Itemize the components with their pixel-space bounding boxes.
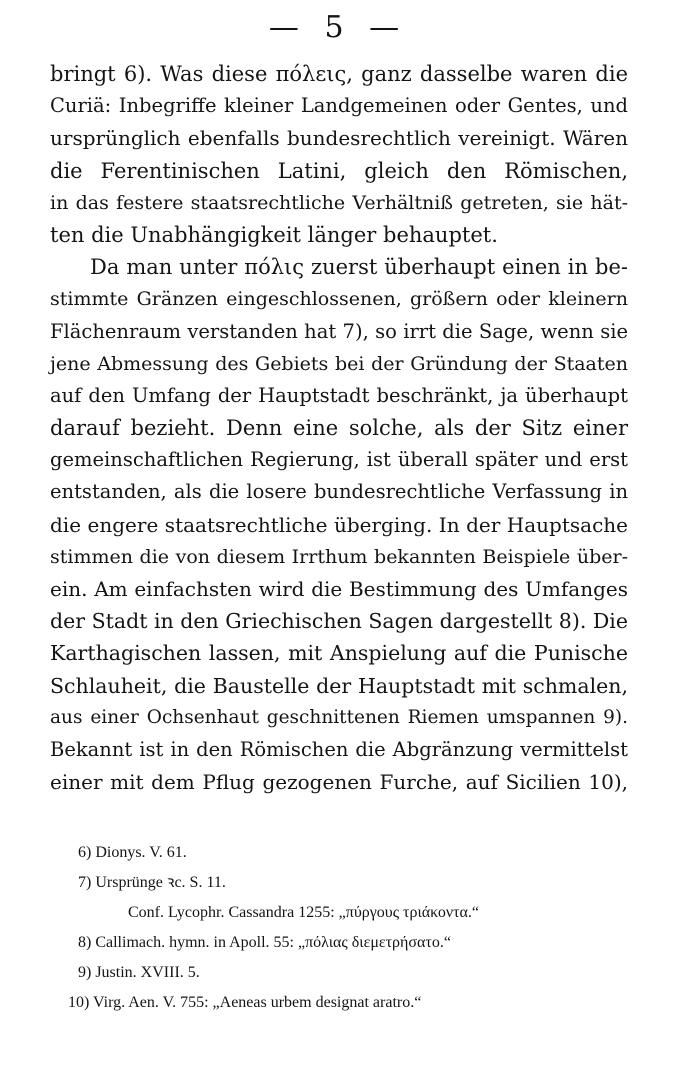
text-line: aus einer Ochsenhaut geschnittenen Riemen umspannen 9). (50, 706, 628, 728)
text-line: in das festere staatsrechtliche Verhältniß getreten, sie hät- (50, 191, 628, 214)
footnotes (50, 838, 628, 1018)
text-line: Bekannt ist in den Römischen die Abgränzung vermittelst (50, 737, 628, 761)
text-line: entstanden, als die losere bundesrechtliche Verfassung in (50, 480, 628, 504)
page-number: — 5 — (268, 10, 408, 45)
text-line: Curiä: Inbegriffe kleiner Landgemeinen oder Gentes, und (50, 94, 628, 118)
footnote-9: 9) Justin. XVIII. 5. (78, 964, 200, 981)
text-line: die engere staatsrechtliche überging. In der Hauptsache (50, 512, 628, 537)
text-line: einer mit dem Pflug gezogenen Furche, auf Sicilien 10), (50, 770, 628, 795)
text-line: ten die Unabhängigkeit länger behauptet. (50, 222, 498, 247)
footnote-7: 7) Ursprünge ꝛc. S. 11. (78, 874, 226, 891)
footnote-6: 6) Dionys. V. 61. (78, 844, 187, 861)
text-line: Flächenraum verstanden hat 7), so irrt die Sage, wenn sie (50, 319, 628, 343)
text-line: Schlauheit, die Baustelle der Hauptstadt mit schmalen, (50, 673, 628, 698)
text-line: bringt 6). Was diese πόλεις, ganz dasselbe waren die (50, 62, 628, 86)
text-line: stimmen die von diesem Irrthum bekannten Beispiele über- (50, 545, 628, 568)
text-line: gemeinschaftlichen Regierung, ist überall später und erst (50, 448, 628, 472)
text-line: der Stadt in den Griechischen Sagen dargestellt 8). Die (50, 609, 628, 634)
footnote-7-continuation: Conf. Lycophr. Cassandra 1255: „πύργους τριάκοντα.“ (128, 904, 480, 921)
text-line: ursprünglich ebenfalls bundesrechtlich vereinigt. Wären (50, 126, 628, 151)
footnote-10: 10) Virg. Aen. V. 755: „Aeneas urbem designat aratro.“ (68, 994, 422, 1011)
text-line: darauf bezieht. Denn eine solche, als der Sitz einer (50, 416, 628, 441)
text-line: Da man unter πόλις zuerst überhaupt einen in be- (90, 255, 628, 280)
footnote-8: 8) Callimach. hymn. in Apoll. 55: „πόλιας διεμετρήσατο.“ (78, 934, 451, 951)
text-line: auf den Umfang der Hauptstadt beschränkt, ja überhaupt (50, 383, 628, 407)
text-line: die Ferentinischen Latini, gleich den Römischen, (50, 158, 628, 183)
text-line: stimmte Gränzen eingeschlossenen, größern oder kleinern (50, 288, 628, 311)
text-line: Karthagischen lassen, mit Anspielung auf die Punische (50, 641, 628, 666)
text-line: jene Abmessung des Gebiets bei der Gründung der Staaten (50, 352, 628, 375)
body-text (50, 58, 628, 798)
text-line: ein. Am einfachsten wird die Bestimmung des Umfanges (50, 577, 628, 601)
